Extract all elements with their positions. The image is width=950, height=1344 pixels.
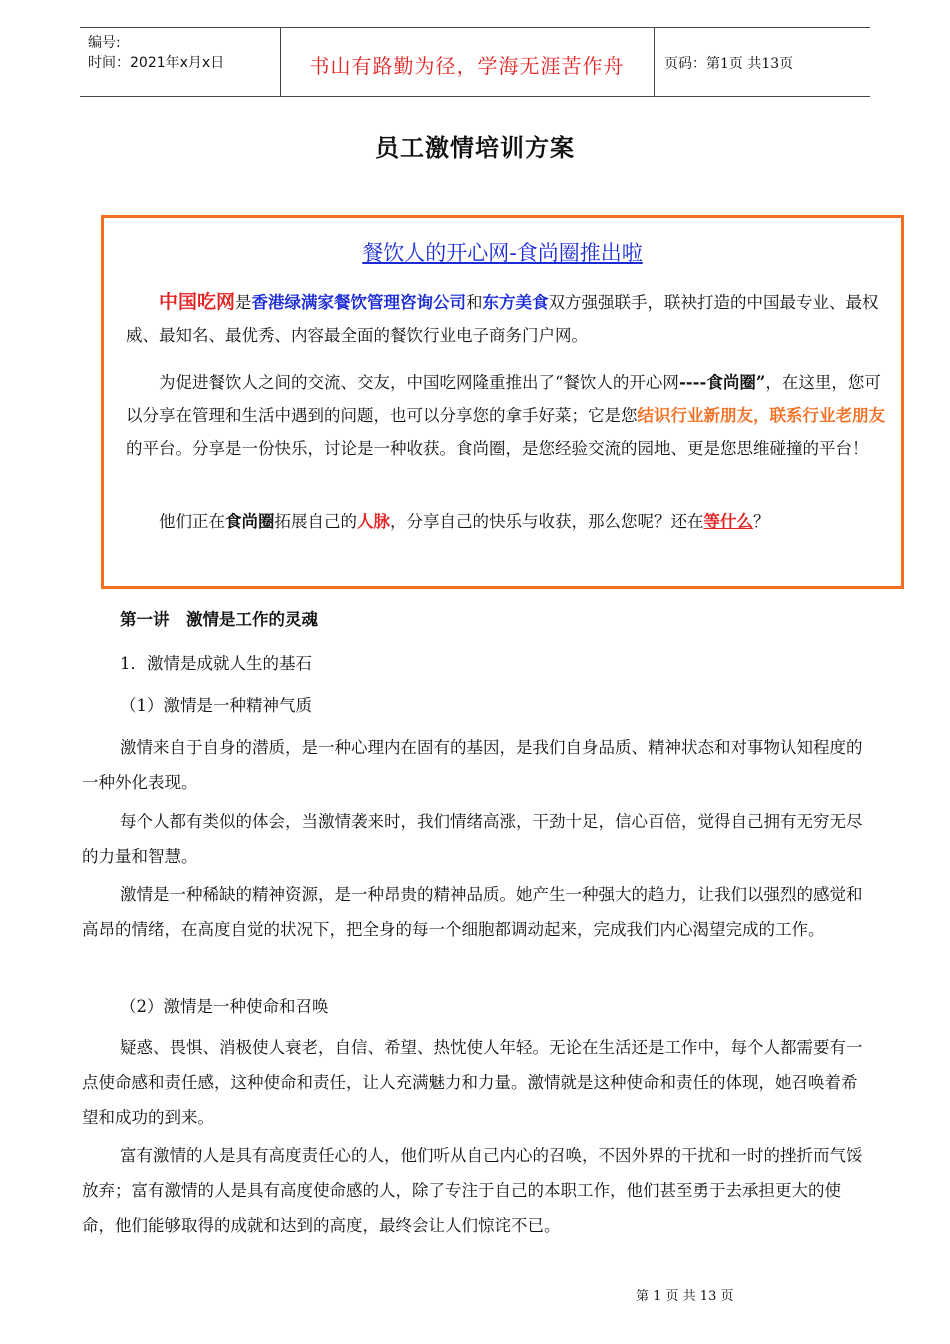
body-paragraph: 每个人都有类似的体会，当激情袭来时，我们情绪高涨，干劲十足，信心百倍，觉得自己拥有无穷无尽的力量和智慧。 xyxy=(82,812,863,866)
promo-text: 拓展自己的 xyxy=(274,512,357,531)
page-footer: 第 1 页 共 13 页 xyxy=(636,1289,734,1304)
heading-1-2: （2）激情是一种使命和召唤 xyxy=(120,997,329,1016)
body-paragraph: 疑惑、畏惧、消极使人衰老，自信、希望、热忱使人年轻。无论在生活还是工作中，每个人都需要有一点使命感和责任感，这种使命和责任，让人充满魅力和力量。激情就是这种使命和责任的体现，她召唤着希望和成功的到来。 xyxy=(82,1038,863,1127)
promo-text: 是 xyxy=(235,293,252,312)
promo-highlight: 结识行业新朋友，联系行业老朋友 xyxy=(637,406,885,425)
body-paragraph: 富有激情的人是具有高度责任心的人，他们听从自己内心的召唤，不因外界的干扰和一时的挫折而气馁放弃；富有激情的人是具有高度使命感的人，除了专注于自己的本职工作，他们甚至勇于去承担更大的使命，他们能够取得的成就和达到的高度，最终会让人们惊诧不已。 xyxy=(82,1146,863,1235)
heading-1-1: （1）激情是一种精神气质 xyxy=(120,696,312,715)
promo-text: ，分享自己的快乐与收获，那么您呢？还在 xyxy=(390,512,704,531)
promo-title-link[interactable]: 餐饮人的开心网-食尚圈推出啦 xyxy=(362,241,643,265)
promo-paragraph-2 xyxy=(126,366,896,465)
promo-link[interactable]: 等什么 xyxy=(703,512,753,531)
body-paragraph: 激情是一种稀缺的精神资源，是一种昂贵的精神品质。她产生一种强大的趋力，让我们以强烈的感觉和高昂的情绪，在高度自觉的状况下，把全身的每一个细胞都调动起来，完成我们内心渴望完成的工作。 xyxy=(82,885,863,939)
promo-paragraph-1 xyxy=(126,286,896,352)
header-time: 时间：2021年x月x日 xyxy=(88,55,225,71)
promo-text: ？ xyxy=(753,512,770,531)
partner-name: 香港绿满家餐饮管理咨询公司 xyxy=(251,293,467,312)
promo-paragraph-3 xyxy=(126,505,896,538)
heading-1: 1．激情是成就人生的基石 xyxy=(120,654,312,673)
promo-text: 双方强强联手，联袂打造的中国最专业、最权威、最知名、最优秀、内容最全面的餐饮行业电子商务门户网。 xyxy=(126,293,879,345)
body-paragraph: 激情来自于自身的潜质，是一种心理内在固有的基因，是我们自身品质、精神状态和对事物认知程度的一种外化表现。 xyxy=(82,738,863,792)
header-motto: 书山有路勤为径，学海无涯苦作舟 xyxy=(309,54,625,78)
document-title: 员工激情培训方案 xyxy=(375,134,575,162)
promo-text: 他们正在 xyxy=(159,512,225,531)
promo-highlight: 食尚圈 xyxy=(225,512,275,531)
partner-name: 东方美食 xyxy=(482,293,549,312)
header-divider xyxy=(654,28,655,96)
page-header xyxy=(80,27,870,97)
header-number: 编号: xyxy=(88,35,121,51)
promo-text: 为促进餐饮人之间的交流、交友，中国吃网隆重推出了“餐饮人的开心网 xyxy=(159,373,679,392)
promo-text: 的平台。分享是一份快乐，讨论是一种收获。食尚圈，是您经验交流的园地、更是您思维碰撞的平台！ xyxy=(126,439,869,458)
brand-name: 中国吃网 xyxy=(159,291,236,313)
promo-box xyxy=(101,215,904,589)
promo-highlight: 人脉 xyxy=(357,512,390,531)
section-title: 第一讲 激情是工作的灵魂 xyxy=(120,610,318,629)
promo-highlight: ----食尚圈” xyxy=(678,373,766,392)
header-page-info: 页码：第1页 共13页 xyxy=(664,56,794,72)
promo-text: 和 xyxy=(466,293,483,312)
promo-text: ，在这里，您可以分享在管理和生活中遇到的问题，也可以分享您的拿手好菜；它是您 xyxy=(126,373,881,425)
